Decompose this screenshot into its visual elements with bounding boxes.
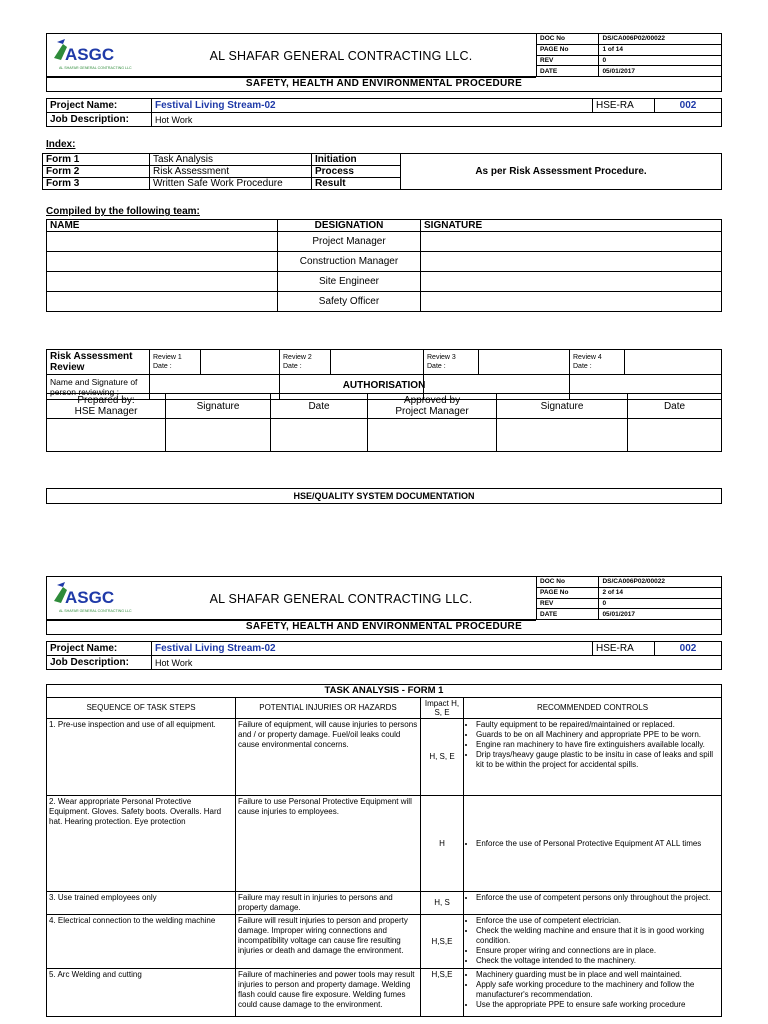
logo-text-2: ASGC (65, 588, 115, 607)
designation-construction-manager: Construction Manager (278, 252, 421, 272)
doc-no-label-2: DOC No (537, 577, 599, 588)
approved-by-role: Project Manager (395, 406, 469, 417)
ta-header-controls: RECOMMENDED CONTROLS (464, 698, 722, 719)
project-table (46, 98, 722, 127)
ta-row-2-hazard: Failure to use Personal Protective Equipment will cause injuries to employees. (236, 796, 421, 892)
index-note: As per Risk Assessment Procedure. (401, 154, 722, 190)
ta-row-4-controls (466, 916, 719, 966)
designation-project-manager: Project Manager (278, 232, 421, 252)
ta-row-4-hazard: Failure will result injuries to person and property damage. Improper wiring connections and incompatibility voltage can cause fire resulting injuries or death and damage the environment. (236, 915, 421, 969)
ta-row-4-control: • Check the welding machine and ensure that it is in good working condition. (476, 926, 719, 946)
review-3-date: Date : (427, 363, 446, 370)
company-name: AL SHAFAR GENERAL CONTRACTING LLC. (146, 33, 536, 78)
review-1-label: Review 1 (153, 354, 182, 361)
ta-row-1-control: • Engine ran machinery to have fire extinguishers available locally. (476, 740, 719, 750)
index-stage-2: Process (312, 166, 401, 178)
date-label: DATE (537, 66, 599, 77)
ta-row-4-impact: H,S,E (421, 915, 464, 969)
ta-header-hazards: POTENTIAL INJURIES OR HAZARDS (236, 698, 421, 719)
review-4-label: Review 4 (573, 354, 602, 361)
task-analysis-table (46, 684, 722, 1017)
ta-row-4-control: • Check the voltage intended to the machinery. (476, 956, 719, 966)
ta-row-4-control: • Enforce the use of competent electrician. (476, 916, 719, 926)
ta-row-3-hazard: Failure may result in injuries to persons and property damage. (236, 892, 421, 915)
logo-text: ASGC (65, 45, 115, 64)
review-2-date: Date : (283, 363, 302, 370)
authorisation-title: AUTHORISATION (342, 380, 426, 391)
procedure-title: SAFETY, HEALTH AND ENVIRONMENTAL PROCEDURE (46, 76, 722, 92)
rev-label-2: REV (537, 598, 599, 609)
doc-no-2: DS/CA006P02/00022 (599, 577, 722, 588)
project-name-label-2: Project Name: (47, 642, 152, 656)
index-form-3: Form 3 (43, 178, 150, 190)
index-form-2: Form 2 (43, 166, 150, 178)
job-description-label: Job Description: (47, 113, 152, 127)
doc-info-table (536, 33, 722, 77)
rev: 0 (599, 55, 722, 66)
company-name-2: AL SHAFAR GENERAL CONTRACTING LLC. (146, 576, 536, 621)
team-table (46, 219, 722, 312)
hse-ra-no: 002 (655, 99, 722, 113)
ta-row-1-control: • Drip trays/heavy gauge plastic to be insitu in case of leaks and spill kit to be within the project for accidental spills. (476, 750, 719, 770)
hse-ra-no-2: 002 (655, 642, 722, 656)
ta-row-3-impact: H, S (421, 892, 464, 915)
ta-row-3-control: • Enforce the use of competent persons only throughout the project. (476, 893, 719, 903)
index-stage-1: Initiation (312, 154, 401, 166)
designation-safety-officer: Safety Officer (278, 292, 421, 312)
project-name-label: Project Name: (47, 99, 152, 113)
page-no: 1 of 14 (599, 44, 722, 55)
prepared-by-role: HSE Manager (74, 406, 138, 417)
job-description-label-2: Job Description: (47, 656, 152, 670)
logo-subtext: AL SHAFAR GENERAL CONTRACTING LLC (59, 66, 132, 70)
ta-row-1-control: • Faulty equipment to be repaired/maintained or replaced. (476, 720, 719, 730)
ta-row-1-impact: H, S, E (421, 719, 464, 796)
logo-subtext-2: AL SHAFAR GENERAL CONTRACTING LLC (59, 609, 132, 613)
job-description: Hot Work (152, 113, 722, 127)
prepared-signature-label: Signature (166, 394, 271, 419)
footer-title: HSE/QUALITY SYSTEM DOCUMENTATION (46, 488, 722, 504)
project-name-2: Festival Living Stream-02 (152, 642, 593, 656)
ta-row-4-step: 4. Electrical connection to the welding machine (47, 915, 236, 969)
doc-no: DS/CA006P02/00022 (599, 34, 722, 45)
approved-by-label: Approved by (403, 395, 461, 406)
name-signature-label: Name and Signature of person reviewing : (47, 375, 150, 400)
rev-label: REV (537, 55, 599, 66)
procedure-title-2: SAFETY, HEALTH AND ENVIRONMENTAL PROCEDURE (46, 619, 722, 635)
page-header-2 (46, 576, 722, 636)
logo-box (46, 33, 147, 78)
hse-ra-label: HSE-RA (593, 99, 655, 113)
index-stage-3: Result (312, 178, 401, 190)
index-desc-2: Risk Assessment (150, 166, 312, 178)
ta-row-2-impact: H (421, 796, 464, 892)
page-2 (46, 576, 722, 1009)
date-label-2: DATE (537, 609, 599, 620)
ta-row-5-control: • Use the appropriate PPE to ensure safe working procedure (476, 1000, 719, 1010)
ta-row-2-control: • Enforce the use of Personal Protective Equipment AT ALL times (476, 839, 719, 849)
ta-row-5-hazard: Failure of machineries and power tools may result injuries to person and property damage. Welding flash could cause fire exposure. Welding fumes could cause damage to the environment. (236, 969, 421, 1017)
hse-ra-label-2: HSE-RA (593, 642, 655, 656)
ta-row-5-step: 5. Arc Welding and cutting (47, 969, 236, 1017)
team-header-designation: DESIGNATION (278, 220, 421, 232)
approved-date-label: Date (628, 394, 722, 419)
index-table (42, 153, 722, 190)
ta-header-impact: Impact H, S, E (421, 698, 464, 719)
review-4-date: Date : (573, 363, 592, 370)
page-1 (46, 33, 722, 501)
team-header-name: NAME (47, 220, 278, 232)
page-no-2: 2 of 14 (599, 587, 722, 598)
logo-box-2 (46, 576, 147, 621)
ta-row-2-step: 2. Wear appropriate Personal Protective Equipment. Gloves. Safety boots. Overalls. Hard hat. Hearing protection. Eye protection (47, 796, 236, 892)
index-desc-1: Task Analysis (150, 154, 312, 166)
ta-row-1-step: 1. Pre-use inspection and use of all equipment. (47, 719, 236, 796)
ta-row-5-controls (466, 970, 719, 1010)
doc-date: 05/01/2017 (599, 66, 722, 77)
team-title: Compiled by the following team: (46, 206, 200, 217)
job-description-2: Hot Work (152, 656, 722, 670)
ta-header-steps: SEQUENCE OF TASK STEPS (47, 698, 236, 719)
review-label: Risk Assessment Review (47, 350, 150, 375)
doc-no-label: DOC No (537, 34, 599, 45)
ta-row-5-impact: H,S,E (421, 969, 464, 1017)
doc-info-table-2 (536, 576, 722, 620)
ta-row-2-controls (466, 839, 719, 849)
rev-2: 0 (599, 598, 722, 609)
ta-row-5-control: • Apply safe working procedure to the machinery and follow the manufacturer's recommendation. (476, 980, 719, 1000)
page-no-label: PAGE No (537, 44, 599, 55)
prepared-date-label: Date (271, 394, 368, 419)
authorisation-table (46, 393, 722, 452)
doc-date-2: 05/01/2017 (599, 609, 722, 620)
ta-row-5-control: • Machinery guarding must be in place and well maintained. (476, 970, 719, 980)
approved-signature-label: Signature (497, 394, 628, 419)
ta-row-3-step: 3. Use trained employees only (47, 892, 236, 915)
index-desc-3: Written Safe Work Procedure (150, 178, 312, 190)
page-no-label-2: PAGE No (537, 587, 599, 598)
designation-site-engineer: Site Engineer (278, 272, 421, 292)
page-header (46, 33, 722, 93)
ta-row-3-controls (466, 893, 719, 903)
project-table-2 (46, 641, 722, 670)
asgc-logo-2 (51, 581, 143, 617)
team-header-signature: SIGNATURE (421, 220, 722, 232)
ta-row-1-control: • Guards to be on all Machinery and appropriate PPE to be worn. (476, 730, 719, 740)
index-title: Index: (46, 139, 76, 150)
ta-row-1-controls (466, 720, 719, 770)
task-analysis-title: TASK ANALYSIS - FORM 1 (47, 685, 722, 698)
prepared-by-label: Prepared by: (77, 395, 135, 406)
project-name: Festival Living Stream-02 (152, 99, 593, 113)
review-1-date: Date : (153, 363, 172, 370)
asgc-logo (51, 38, 143, 74)
review-2-label: Review 2 (283, 354, 312, 361)
index-form-1: Form 1 (43, 154, 150, 166)
ta-row-1-hazard: Failure of equipment, will cause injuries to persons and / or property damage. Fuel/oil leaks could cause environmental concerns. (236, 719, 421, 796)
ta-row-4-control: • Ensure proper wiring and connections are in place. (476, 946, 719, 956)
review-3-label: Review 3 (427, 354, 456, 361)
